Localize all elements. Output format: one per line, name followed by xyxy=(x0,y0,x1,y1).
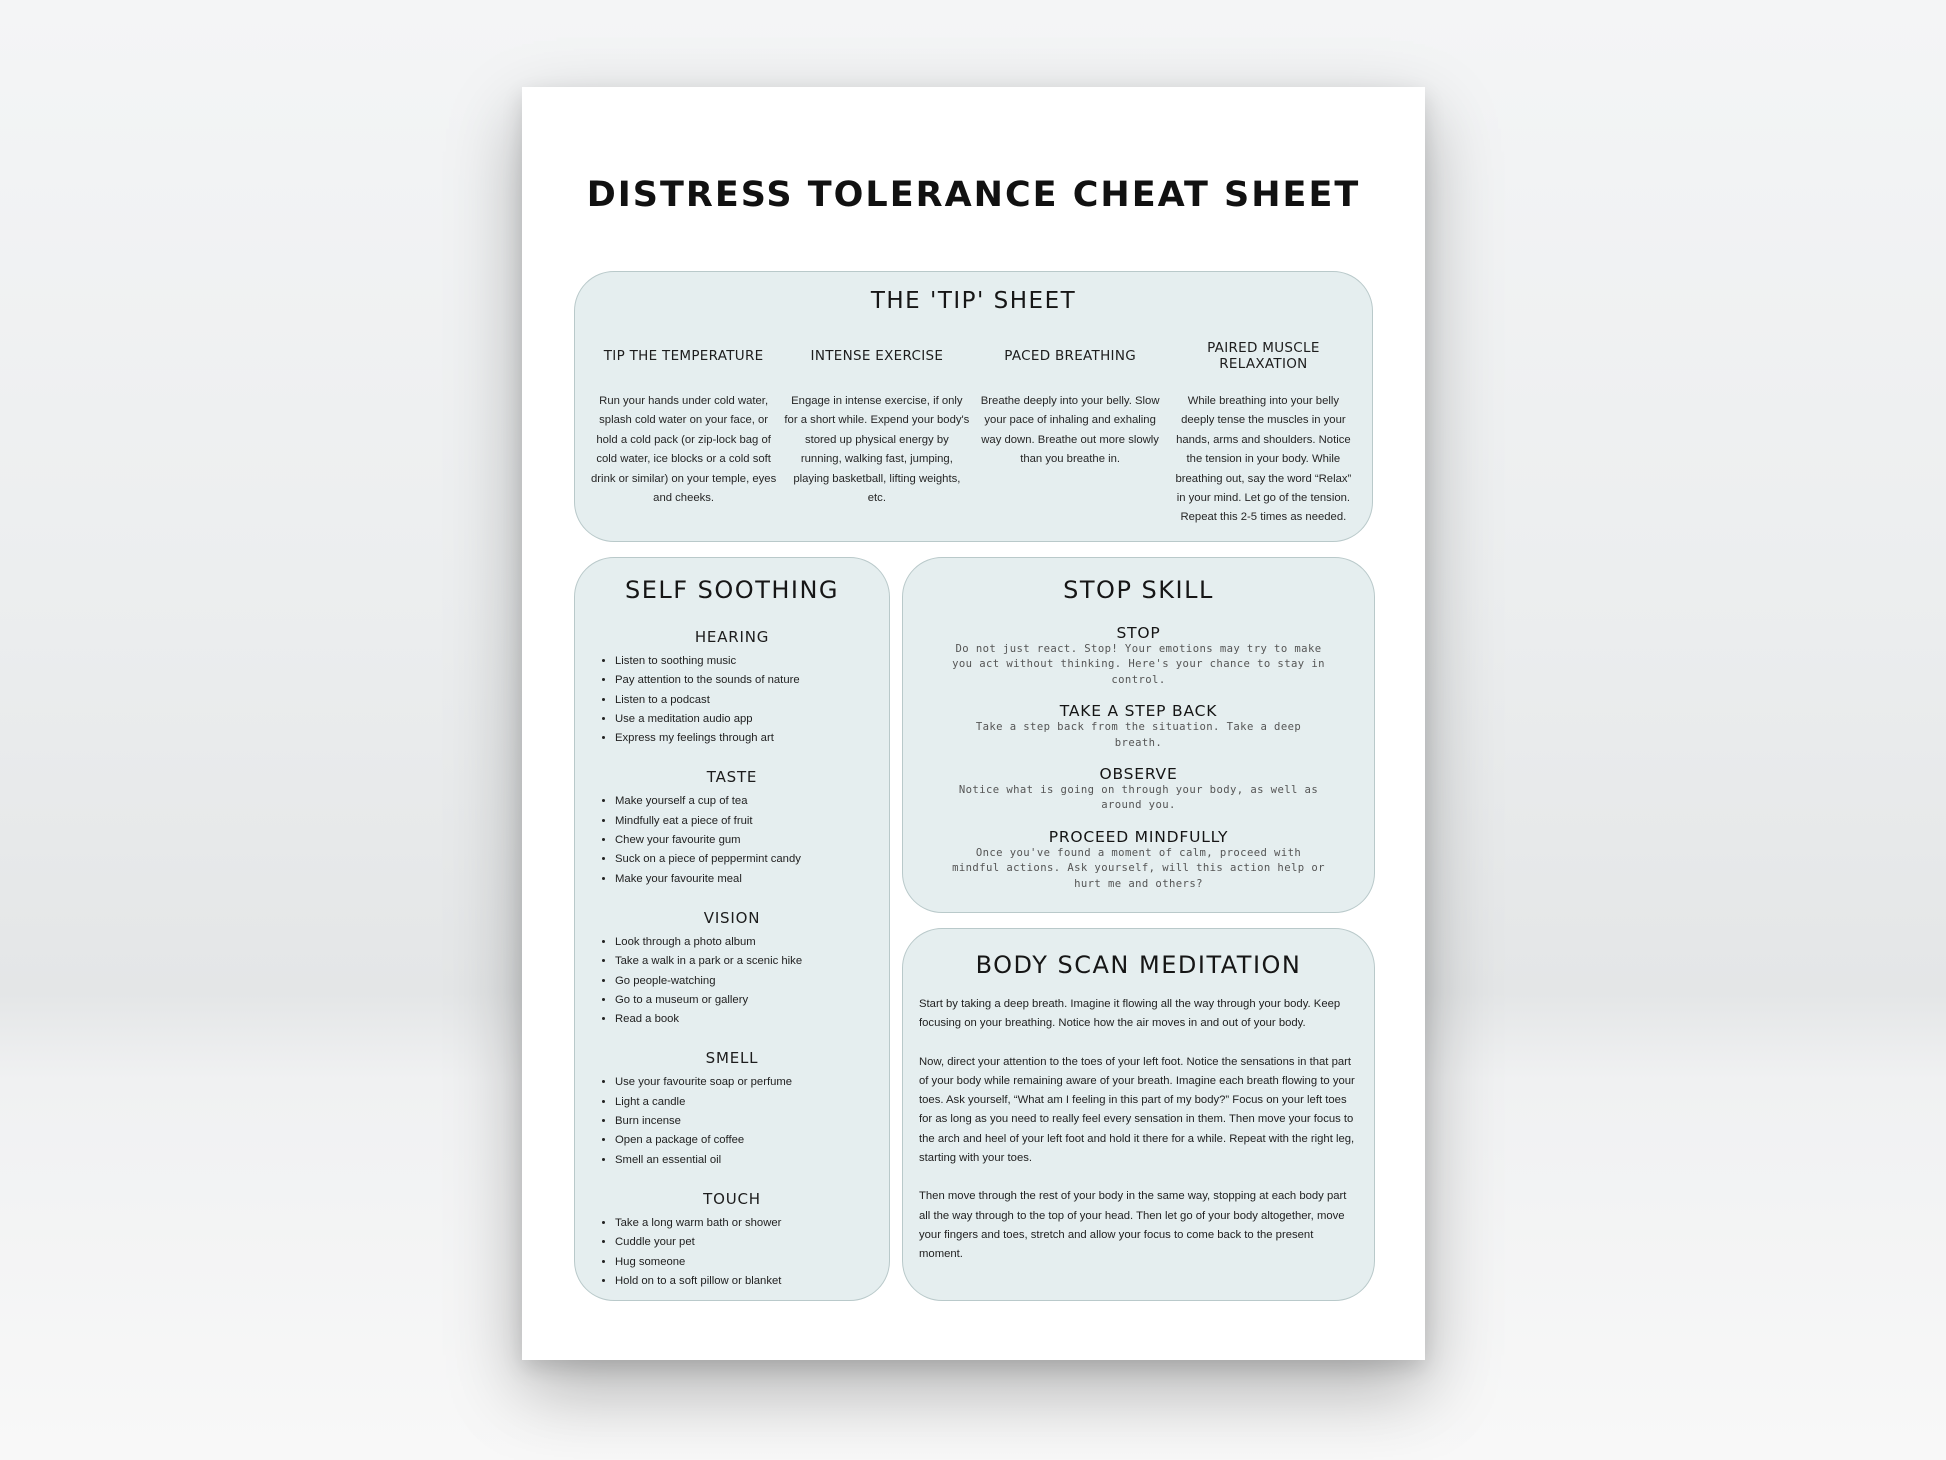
sense-heading-taste: TASTE xyxy=(706,768,758,787)
list-item: • Hug someone xyxy=(615,1253,889,1272)
self-soothing-title: SELF SOOTHING xyxy=(624,576,840,604)
list-item: • Mindfully eat a piece of fruit xyxy=(615,812,889,831)
list-item: • Take a long warm bath or shower xyxy=(615,1214,889,1233)
list-item: • Suck on a piece of peppermint candy xyxy=(615,850,889,869)
tip-text: Run your hands under cold water, splash cold water on your face, or hold a cold pack (or zip-lock bag of cold water, ice blocks or a cold soft drink or similar) on your temple, eyes and cheeks. xyxy=(591,395,777,505)
tip-heading: PACED BREATHING xyxy=(1004,348,1136,364)
stop-skill-card xyxy=(902,557,1375,913)
tip-heading: PAIRED MUSCLE RELAXATION xyxy=(1207,340,1320,372)
sense-heading-vision: VISION xyxy=(703,908,761,927)
tip-text: Engage in intense exercise, if only for a short while. Expend your body's stored up physical energy by running, walking fast, jumping, playing basketball, lifting weights, etc. xyxy=(784,395,970,505)
tip-text: While breathing into your belly deeply tense the muscles in your hands, arms and shoulders. Notice the tension in your body. While breathing out, say the word “Relax” in your mind. Let go of the tension. Repeat this 2-5 times as needed. xyxy=(1175,395,1352,524)
self-soothing-card xyxy=(574,557,890,1301)
tip-heading: INTENSE EXERCISE xyxy=(810,348,944,364)
taste-list xyxy=(575,792,889,888)
list-item: • Hold on to a soft pillow or blanket xyxy=(615,1272,889,1291)
body-scan-paragraph: Then move through the rest of your body in the same way, stopping at each body part all the way through to the top of your head. Then let go of your body altogether, move your fingers and toes, stretch and allow your focus to come back to the present moment. xyxy=(919,1190,1347,1261)
body-scan-text xyxy=(903,995,1374,1265)
sense-heading-touch: TOUCH xyxy=(703,1189,761,1208)
cheat-sheet-page xyxy=(522,87,1425,1360)
stop-step-proceed xyxy=(903,828,1374,892)
body-scan-card xyxy=(902,928,1375,1301)
stop-step-observe xyxy=(903,765,1374,814)
stop-step-text: Take a step back from the situation. Take a deep breath. xyxy=(975,721,1302,749)
list-item: • Pay attention to the sounds of nature xyxy=(615,671,889,690)
list-item: • Cuddle your pet xyxy=(615,1233,889,1252)
stop-skill-title: STOP SKILL xyxy=(1063,576,1214,604)
stop-step-text: Notice what is going on through your body, as well as around you. xyxy=(958,784,1319,812)
tip-column-temperature xyxy=(587,334,780,528)
stop-step-text: Do not just react. Stop! Your emotions may try to make you act without thinking. Here's your chance to stay in control. xyxy=(952,643,1325,686)
list-item: • Go to a museum or gallery xyxy=(615,991,889,1010)
list-item: • Light a candle xyxy=(615,1093,889,1112)
tip-columns xyxy=(587,334,1360,528)
stop-step-name: PROCEED MINDFULLY xyxy=(1048,827,1229,846)
tip-column-breathing xyxy=(974,334,1167,528)
list-item: • Make yourself a cup of tea xyxy=(615,792,889,811)
list-item: • Open a package of coffee xyxy=(615,1131,889,1150)
list-item: • Listen to soothing music xyxy=(615,652,889,671)
tip-column-relaxation xyxy=(1167,334,1360,528)
stop-step-name: TAKE A STEP BACK xyxy=(1059,702,1218,721)
list-item: • Go people-watching xyxy=(615,972,889,991)
tip-heading: TIP THE TEMPERATURE xyxy=(603,348,764,364)
body-scan-paragraph: Start by taking a deep breath. Imagine it flowing all the way through your body. Keep focusing on your breathing. Notice how the air moves in and out of your body. xyxy=(919,998,1341,1030)
stop-step-name: OBSERVE xyxy=(1099,765,1178,784)
sense-heading-smell: SMELL xyxy=(705,1049,759,1068)
stop-step-text: Once you've found a moment of calm, proceed with mindful actions. Ask yourself, will this action help or hurt me and others? xyxy=(952,846,1325,890)
list-item: • Use a meditation audio app xyxy=(615,710,889,729)
page-title: DISTRESS TOLERANCE CHEAT SHEET xyxy=(586,175,1361,215)
smell-list xyxy=(575,1073,889,1169)
list-item: • Use your favourite soap or perfume xyxy=(615,1073,889,1092)
body-scan-paragraph: Now, direct your attention to the toes of your left foot. Notice the sensations in that part of your body while remaining aware of your breath. Imagine each breath flowing to your toes. Ask yourself, “What am I feeling in this part of my body?” Focus on your left toes for as long as you need to really feel every sensation in them. Then move your focus to the arch and heel of your left foot and hold it there for a while. Repeat with the right leg, starting with your toes. xyxy=(919,1055,1355,1165)
list-item: • Look through a photo album xyxy=(615,933,889,952)
vision-list xyxy=(575,933,889,1029)
list-item: • Take a walk in a park or a scenic hike xyxy=(615,952,889,971)
list-item: • Burn incense xyxy=(615,1112,889,1131)
list-item: • Express my feelings through art xyxy=(615,729,889,748)
list-item: • Read a book xyxy=(615,1010,889,1029)
stop-step-name: STOP xyxy=(1116,624,1161,642)
hearing-list xyxy=(575,652,889,748)
tip-text: Breathe deeply into your belly. Slow your pace of inhaling and exhaling way down. Breathe out more slowly than you breathe in. xyxy=(980,395,1160,466)
stop-step-stop xyxy=(903,624,1374,688)
list-item: • Chew your favourite gum xyxy=(615,831,889,850)
stop-step-step-back xyxy=(903,702,1374,751)
list-item: • Smell an essential oil xyxy=(615,1151,889,1170)
tip-sheet-title: THE 'TIP' SHEET xyxy=(870,288,1077,314)
touch-list xyxy=(575,1214,889,1291)
list-item: • Make your favourite meal xyxy=(615,870,889,889)
list-item: • Listen to a podcast xyxy=(615,691,889,710)
body-scan-title: BODY SCAN MEDITATION xyxy=(975,951,1302,979)
tip-sheet-card xyxy=(574,271,1373,542)
sense-heading-hearing: HEARING xyxy=(694,628,770,646)
tip-column-exercise xyxy=(780,334,973,528)
